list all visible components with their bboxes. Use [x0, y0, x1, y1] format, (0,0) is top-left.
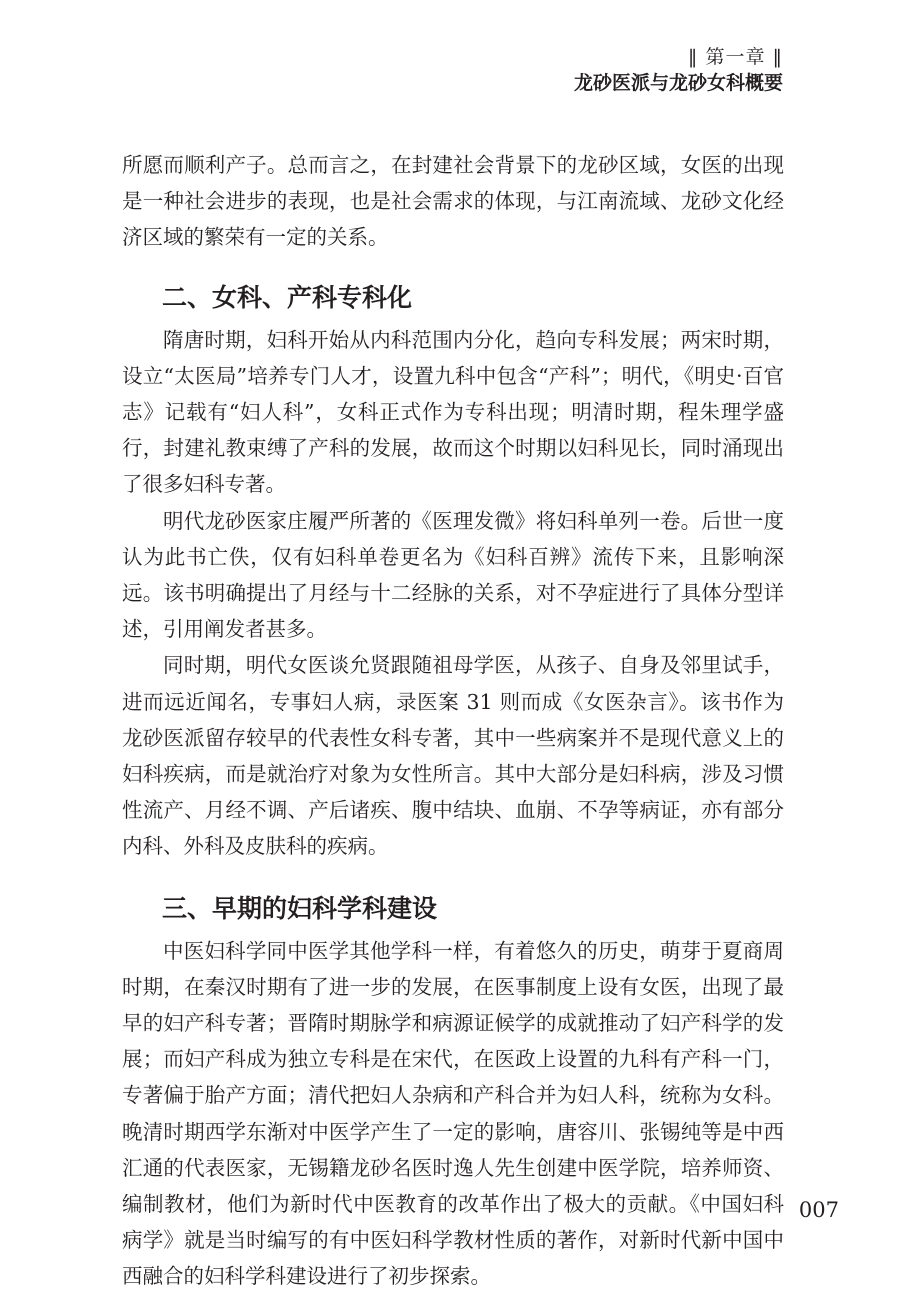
chapter-subtitle: 龙砂医派与龙砂女科概要 [573, 72, 783, 94]
section2-paragraph-3: 同时期，明代女医谈允贤跟随祖母学医，从孩子、自身及邻里试手，进而远近闻名，专事妇人病，录医案 31 则而成《女医杂言》。该书作为龙砂医派留存较早的代表性女科专著，其中一些病案并不是现代意义上的妇科疾病，而是就治疗对象为女性所言。其中大部分是妇科病，涉及习惯性流产、月经不调、产后诸疾、腹中结块、血崩、不孕等病证，亦有部分内科、外科及皮肤科的疾病。 [122, 653, 784, 859]
section3-paragraph-1: 中医妇科学同中医学其他学科一样，有着悠久的历史，萌芽于夏商周时期，在秦汉时期有了进一步的发展，在医事制度上设有女医，出现了最早的妇产科专著；晋隋时期脉学和病源证候学的成就推动了妇产科学的发展；而妇产科成为独立专科是在宋代，在医政上设置的九科有产科一门，专著偏于胎产方面；清代把妇人杂病和产科合并为妇人科，统称为女科。晚清时期西学东渐对中医学产生了一定的影响，唐容川、张锡纯等是中西汇通的代表医家，无锡籍龙砂名医时逸人先生创建中医学院，培养师资、编制教材，他们为新时代中医教育的改革作出了极大的贡献。《中国妇科病学》就是当时编写的有中医妇科学教材性质的著作，对新时代新中国中西融合的妇科学科建设进行了初步探索。 [122, 938, 784, 1289]
continued-paragraph: 所愿而顺利产子。总而言之，在封建社会背景下的龙砂区域，女医的出现是一种社会进步的表现，也是社会需求的体现，与江南流域、龙砂文化经济区域的繁荣有一定的关系。 [122, 153, 784, 250]
section-heading-3: 三、早期的妇科学科建设 [162, 893, 438, 923]
section2-paragraph-2: 明代龙砂医家庄履严所著的《医理发微》将妇科单列一卷。后世一度认为此书亡佚，仅有妇科单卷更名为《妇科百辨》流传下来，且影响深远。该书明确提出了月经与十二经脉的关系，对不孕症进行了具体分型详述，引用阐发者甚多。 [122, 508, 784, 642]
chapter-label: ‖ 第一章 ‖ [687, 46, 783, 68]
running-header [574, 44, 783, 96]
page-number: 007 [798, 1198, 839, 1222]
section-heading-2: 二、女科、产科专科化 [162, 282, 413, 312]
section2-paragraph-1: 隋唐时期，妇科开始从内科范围内分化，趋向专科发展；两宋时期，设立“太医局”培养专门人才，设置九科中包含“产科”；明代，《明史·百官志》记载有“妇人科”，女科正式作为专科出现；明清时期，程朱理学盛行，封建礼教束缚了产科的发展，故而这个时期以妇科见长，同时涌现出了很多妇科专著。 [122, 327, 784, 497]
page-body [122, 147, 784, 1295]
